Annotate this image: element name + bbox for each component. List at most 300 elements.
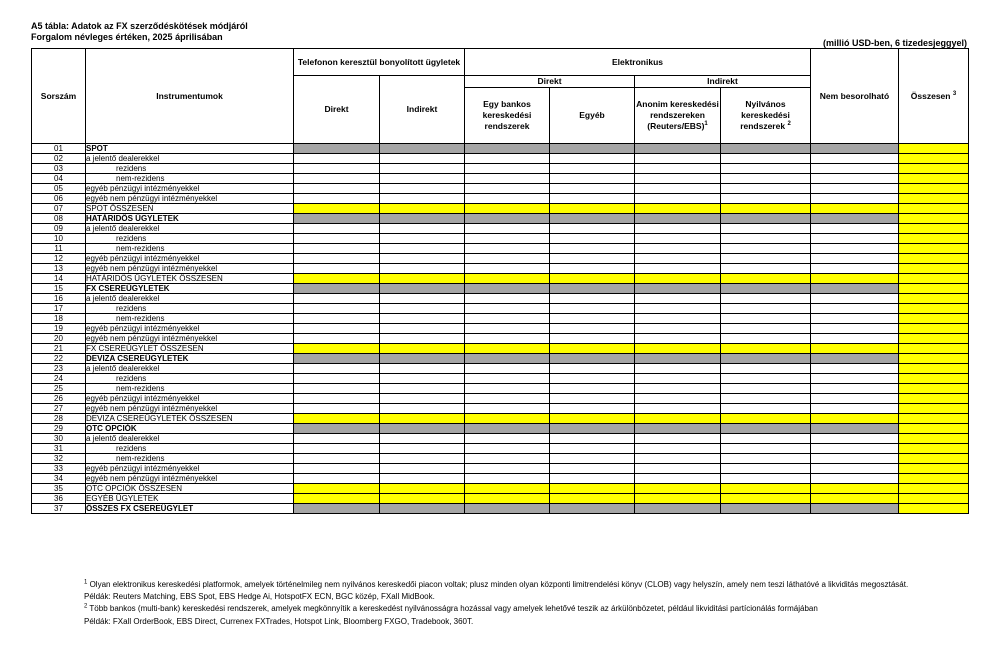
data-cell[interactable]: [380, 144, 465, 154]
data-cell[interactable]: [550, 434, 635, 444]
data-cell[interactable]: [721, 424, 811, 434]
data-cell[interactable]: [294, 184, 380, 194]
data-cell[interactable]: [465, 424, 550, 434]
data-cell[interactable]: [465, 324, 550, 334]
data-cell[interactable]: [294, 404, 380, 414]
data-cell[interactable]: [811, 254, 899, 264]
data-cell[interactable]: [380, 184, 465, 194]
data-cell[interactable]: [899, 174, 969, 184]
data-cell[interactable]: [811, 284, 899, 294]
data-cell[interactable]: [721, 144, 811, 154]
data-cell[interactable]: [465, 314, 550, 324]
data-cell[interactable]: [380, 154, 465, 164]
data-cell[interactable]: [721, 284, 811, 294]
data-cell[interactable]: [380, 284, 465, 294]
data-cell[interactable]: [294, 234, 380, 244]
data-cell[interactable]: [465, 294, 550, 304]
data-cell[interactable]: [811, 144, 899, 154]
data-cell[interactable]: [811, 344, 899, 354]
data-cell[interactable]: [550, 284, 635, 294]
data-cell[interactable]: [811, 374, 899, 384]
data-cell[interactable]: [380, 324, 465, 334]
data-cell[interactable]: [294, 174, 380, 184]
data-cell[interactable]: [635, 444, 721, 454]
data-cell[interactable]: [811, 214, 899, 224]
data-cell[interactable]: [294, 344, 380, 354]
data-cell[interactable]: [380, 364, 465, 374]
data-cell[interactable]: [811, 424, 899, 434]
data-cell[interactable]: [635, 214, 721, 224]
data-cell[interactable]: [294, 374, 380, 384]
data-cell[interactable]: [550, 484, 635, 494]
data-cell[interactable]: [294, 494, 380, 504]
data-cell[interactable]: [899, 454, 969, 464]
data-cell[interactable]: [465, 414, 550, 424]
data-cell[interactable]: [550, 274, 635, 284]
data-cell[interactable]: [465, 144, 550, 154]
data-cell[interactable]: [550, 194, 635, 204]
data-cell[interactable]: [635, 174, 721, 184]
data-cell[interactable]: [465, 464, 550, 474]
data-cell[interactable]: [811, 174, 899, 184]
data-cell[interactable]: [811, 204, 899, 214]
data-cell[interactable]: [635, 494, 721, 504]
data-cell[interactable]: [465, 404, 550, 414]
data-cell[interactable]: [380, 224, 465, 234]
data-cell[interactable]: [635, 324, 721, 334]
data-cell[interactable]: [465, 214, 550, 224]
data-cell[interactable]: [811, 364, 899, 374]
data-cell[interactable]: [550, 464, 635, 474]
data-cell[interactable]: [811, 414, 899, 424]
data-cell[interactable]: [899, 294, 969, 304]
data-cell[interactable]: [635, 144, 721, 154]
data-cell[interactable]: [380, 164, 465, 174]
data-cell[interactable]: [721, 374, 811, 384]
data-cell[interactable]: [294, 224, 380, 234]
data-cell[interactable]: [380, 454, 465, 464]
data-cell[interactable]: [294, 434, 380, 444]
row-label: egyéb nem pénzügyi intézményekkel: [86, 334, 294, 344]
data-cell[interactable]: [899, 504, 969, 514]
data-cell[interactable]: [550, 254, 635, 264]
data-cell[interactable]: [465, 344, 550, 354]
data-cell[interactable]: [465, 284, 550, 294]
data-cell[interactable]: [721, 184, 811, 194]
data-cell[interactable]: [899, 214, 969, 224]
data-cell[interactable]: [380, 464, 465, 474]
data-cell[interactable]: [811, 314, 899, 324]
data-cell[interactable]: [811, 154, 899, 164]
data-cell[interactable]: [294, 354, 380, 364]
data-cell[interactable]: [811, 194, 899, 204]
table-row: [32, 304, 969, 314]
data-cell[interactable]: [721, 264, 811, 274]
data-cell[interactable]: [550, 204, 635, 214]
data-cell[interactable]: [380, 244, 465, 254]
data-cell[interactable]: [380, 474, 465, 484]
data-cell[interactable]: [635, 434, 721, 444]
data-cell[interactable]: [380, 404, 465, 414]
data-cell[interactable]: [380, 344, 465, 354]
data-cell[interactable]: [635, 234, 721, 244]
data-cell[interactable]: [899, 144, 969, 154]
data-cell[interactable]: [811, 334, 899, 344]
data-cell[interactable]: [721, 444, 811, 454]
data-cell[interactable]: [550, 234, 635, 244]
data-cell[interactable]: [721, 254, 811, 264]
data-cell[interactable]: [899, 184, 969, 194]
data-cell[interactable]: [721, 434, 811, 444]
data-cell[interactable]: [899, 274, 969, 284]
data-cell[interactable]: [380, 414, 465, 424]
data-cell[interactable]: [635, 364, 721, 374]
data-cell[interactable]: [635, 374, 721, 384]
data-cell[interactable]: [635, 334, 721, 344]
data-cell[interactable]: [721, 404, 811, 414]
data-cell[interactable]: [380, 314, 465, 324]
data-cell[interactable]: [294, 444, 380, 454]
data-cell[interactable]: [465, 354, 550, 364]
data-cell[interactable]: [811, 234, 899, 244]
data-cell[interactable]: [550, 174, 635, 184]
data-cell[interactable]: [899, 434, 969, 444]
data-cell[interactable]: [721, 274, 811, 284]
data-cell[interactable]: [899, 244, 969, 254]
data-cell[interactable]: [635, 164, 721, 174]
data-cell[interactable]: [811, 434, 899, 444]
data-cell[interactable]: [294, 264, 380, 274]
data-cell[interactable]: [899, 464, 969, 474]
data-cell[interactable]: [550, 164, 635, 174]
data-cell[interactable]: [550, 424, 635, 434]
data-cell[interactable]: [294, 464, 380, 474]
data-cell[interactable]: [380, 374, 465, 384]
data-cell[interactable]: [294, 304, 380, 314]
data-cell[interactable]: [380, 504, 465, 514]
data-cell[interactable]: [294, 314, 380, 324]
data-cell[interactable]: [550, 334, 635, 344]
data-cell[interactable]: [635, 404, 721, 414]
data-cell[interactable]: [550, 264, 635, 274]
data-cell[interactable]: [899, 374, 969, 384]
data-cell[interactable]: [811, 494, 899, 504]
data-cell[interactable]: [721, 504, 811, 514]
data-cell[interactable]: [294, 294, 380, 304]
data-cell[interactable]: [899, 354, 969, 364]
data-cell[interactable]: [465, 164, 550, 174]
data-cell[interactable]: [294, 194, 380, 204]
data-cell[interactable]: [721, 174, 811, 184]
data-cell[interactable]: [465, 504, 550, 514]
data-cell[interactable]: [811, 464, 899, 474]
data-cell[interactable]: [635, 194, 721, 204]
data-cell[interactable]: [465, 494, 550, 504]
data-cell[interactable]: [899, 344, 969, 354]
data-cell[interactable]: [380, 304, 465, 314]
data-cell[interactable]: [380, 214, 465, 224]
data-cell[interactable]: [550, 244, 635, 254]
data-cell[interactable]: [635, 244, 721, 254]
data-cell[interactable]: [294, 384, 380, 394]
data-cell[interactable]: [811, 354, 899, 364]
data-cell[interactable]: [294, 454, 380, 464]
data-cell[interactable]: [294, 214, 380, 224]
data-cell[interactable]: [550, 504, 635, 514]
data-cell[interactable]: [635, 464, 721, 474]
data-cell[interactable]: [635, 394, 721, 404]
data-cell[interactable]: [294, 424, 380, 434]
data-cell[interactable]: [811, 404, 899, 414]
data-cell[interactable]: [811, 264, 899, 274]
data-cell[interactable]: [635, 424, 721, 434]
data-cell[interactable]: [294, 154, 380, 164]
data-cell[interactable]: [465, 434, 550, 444]
data-cell[interactable]: [380, 444, 465, 454]
data-cell[interactable]: [550, 364, 635, 374]
data-cell[interactable]: [465, 454, 550, 464]
data-cell[interactable]: [811, 294, 899, 304]
data-cell[interactable]: [465, 334, 550, 344]
data-cell[interactable]: [811, 444, 899, 454]
data-cell[interactable]: [811, 244, 899, 254]
data-cell[interactable]: [635, 304, 721, 314]
data-cell[interactable]: [294, 204, 380, 214]
data-cell[interactable]: [380, 484, 465, 494]
data-cell[interactable]: [294, 164, 380, 174]
data-cell[interactable]: [899, 444, 969, 454]
data-cell[interactable]: [899, 474, 969, 484]
data-cell[interactable]: [899, 334, 969, 344]
data-cell[interactable]: [721, 224, 811, 234]
data-cell[interactable]: [635, 474, 721, 484]
data-cell[interactable]: [899, 164, 969, 174]
data-cell[interactable]: [899, 314, 969, 324]
data-cell[interactable]: [380, 194, 465, 204]
data-cell[interactable]: [550, 214, 635, 224]
data-cell[interactable]: [550, 374, 635, 384]
data-cell[interactable]: [635, 224, 721, 234]
data-cell[interactable]: [635, 504, 721, 514]
data-cell[interactable]: [721, 204, 811, 214]
data-cell[interactable]: [899, 264, 969, 274]
data-cell[interactable]: [811, 504, 899, 514]
data-cell[interactable]: [721, 414, 811, 424]
data-cell[interactable]: [380, 494, 465, 504]
data-cell[interactable]: [721, 194, 811, 204]
data-cell[interactable]: [811, 454, 899, 464]
data-cell[interactable]: [294, 484, 380, 494]
data-cell[interactable]: [550, 344, 635, 354]
data-cell[interactable]: [635, 184, 721, 194]
table-row: [32, 504, 969, 514]
data-cell[interactable]: [380, 434, 465, 444]
data-cell[interactable]: [380, 334, 465, 344]
data-cell[interactable]: [380, 424, 465, 434]
data-cell[interactable]: [550, 474, 635, 484]
data-cell[interactable]: [550, 454, 635, 464]
data-cell[interactable]: [465, 304, 550, 314]
data-cell[interactable]: [899, 204, 969, 214]
data-cell[interactable]: [380, 264, 465, 274]
data-cell[interactable]: [635, 414, 721, 424]
data-cell[interactable]: [721, 244, 811, 254]
data-cell[interactable]: [811, 474, 899, 484]
data-cell[interactable]: [899, 234, 969, 244]
data-cell[interactable]: [550, 154, 635, 164]
data-cell[interactable]: [465, 264, 550, 274]
data-cell[interactable]: [550, 224, 635, 234]
data-cell[interactable]: [294, 414, 380, 424]
data-cell[interactable]: [899, 404, 969, 414]
data-cell[interactable]: [899, 424, 969, 434]
data-cell[interactable]: [899, 154, 969, 164]
data-cell[interactable]: [294, 144, 380, 154]
data-cell[interactable]: [465, 444, 550, 454]
row-label: egyéb nem pénzügyi intézményekkel: [86, 264, 294, 274]
data-cell[interactable]: [465, 194, 550, 204]
data-cell[interactable]: [635, 154, 721, 164]
data-cell[interactable]: [899, 284, 969, 294]
data-cell[interactable]: [550, 324, 635, 334]
data-cell[interactable]: [550, 494, 635, 504]
data-cell[interactable]: [635, 344, 721, 354]
data-cell[interactable]: [899, 394, 969, 404]
data-cell[interactable]: [550, 184, 635, 194]
data-cell[interactable]: [465, 184, 550, 194]
data-cell[interactable]: [721, 234, 811, 244]
data-cell[interactable]: [465, 484, 550, 494]
data-cell[interactable]: [294, 324, 380, 334]
data-cell[interactable]: [550, 294, 635, 304]
data-cell[interactable]: [899, 224, 969, 234]
data-cell[interactable]: [294, 364, 380, 374]
data-cell[interactable]: [465, 254, 550, 264]
data-cell[interactable]: [635, 354, 721, 364]
data-cell[interactable]: [721, 294, 811, 304]
data-cell[interactable]: [721, 454, 811, 464]
data-cell[interactable]: [721, 304, 811, 314]
data-cell[interactable]: [294, 474, 380, 484]
data-cell[interactable]: [465, 204, 550, 214]
data-cell[interactable]: [899, 494, 969, 504]
data-cell[interactable]: [294, 394, 380, 404]
data-cell[interactable]: [635, 264, 721, 274]
data-cell[interactable]: [380, 354, 465, 364]
data-cell[interactable]: [899, 304, 969, 314]
data-cell[interactable]: [635, 454, 721, 464]
data-cell[interactable]: [811, 164, 899, 174]
data-cell[interactable]: [550, 314, 635, 324]
data-cell[interactable]: [380, 394, 465, 404]
data-cell[interactable]: [811, 484, 899, 494]
data-cell[interactable]: [899, 384, 969, 394]
data-cell[interactable]: [465, 364, 550, 374]
data-cell[interactable]: [721, 394, 811, 404]
data-cell[interactable]: [465, 224, 550, 234]
data-cell[interactable]: [294, 284, 380, 294]
data-cell[interactable]: [811, 274, 899, 284]
data-cell[interactable]: [380, 384, 465, 394]
data-cell[interactable]: [465, 394, 550, 404]
data-cell[interactable]: [294, 274, 380, 284]
data-cell[interactable]: [811, 394, 899, 404]
data-cell[interactable]: [635, 254, 721, 264]
data-cell[interactable]: [380, 204, 465, 214]
data-cell[interactable]: [465, 174, 550, 184]
data-cell[interactable]: [294, 334, 380, 344]
data-cell[interactable]: [465, 154, 550, 164]
data-cell[interactable]: [721, 464, 811, 474]
data-cell[interactable]: [465, 374, 550, 384]
data-cell[interactable]: [380, 174, 465, 184]
data-cell[interactable]: [635, 284, 721, 294]
data-cell[interactable]: [465, 474, 550, 484]
data-cell[interactable]: [721, 384, 811, 394]
data-cell[interactable]: [550, 404, 635, 414]
data-cell[interactable]: [380, 234, 465, 244]
data-cell[interactable]: [721, 494, 811, 504]
data-cell[interactable]: [635, 274, 721, 284]
data-cell[interactable]: [811, 304, 899, 314]
data-cell[interactable]: [550, 394, 635, 404]
data-cell[interactable]: [635, 294, 721, 304]
data-cell[interactable]: [721, 334, 811, 344]
data-cell[interactable]: [721, 314, 811, 324]
data-cell[interactable]: [721, 324, 811, 334]
data-cell[interactable]: [550, 144, 635, 154]
data-cell[interactable]: [721, 484, 811, 494]
data-cell[interactable]: [294, 254, 380, 264]
data-cell[interactable]: [721, 364, 811, 374]
data-cell[interactable]: [635, 204, 721, 214]
data-cell[interactable]: [635, 314, 721, 324]
data-cell[interactable]: [721, 154, 811, 164]
data-cell[interactable]: [635, 484, 721, 494]
data-cell[interactable]: [721, 474, 811, 484]
data-cell[interactable]: [294, 504, 380, 514]
data-cell[interactable]: [550, 304, 635, 314]
data-cell[interactable]: [550, 384, 635, 394]
data-cell[interactable]: [550, 444, 635, 454]
data-cell[interactable]: [380, 254, 465, 264]
data-cell[interactable]: [721, 344, 811, 354]
data-cell[interactable]: [899, 414, 969, 424]
data-cell[interactable]: [465, 384, 550, 394]
data-cell[interactable]: [811, 384, 899, 394]
data-cell[interactable]: [721, 214, 811, 224]
data-cell[interactable]: [899, 254, 969, 264]
data-cell[interactable]: [721, 354, 811, 364]
data-cell[interactable]: [465, 234, 550, 244]
data-cell[interactable]: [550, 354, 635, 364]
data-cell[interactable]: [811, 184, 899, 194]
data-cell[interactable]: [465, 244, 550, 254]
data-cell[interactable]: [899, 484, 969, 494]
data-cell[interactable]: [811, 224, 899, 234]
data-cell[interactable]: [380, 294, 465, 304]
data-cell[interactable]: [899, 364, 969, 374]
data-cell[interactable]: [380, 274, 465, 284]
data-cell[interactable]: [635, 384, 721, 394]
data-cell[interactable]: [294, 244, 380, 254]
data-cell[interactable]: [465, 274, 550, 284]
data-cell[interactable]: [550, 414, 635, 424]
data-cell[interactable]: [721, 164, 811, 174]
data-cell[interactable]: [899, 324, 969, 334]
data-cell[interactable]: [899, 194, 969, 204]
data-cell[interactable]: [811, 324, 899, 334]
